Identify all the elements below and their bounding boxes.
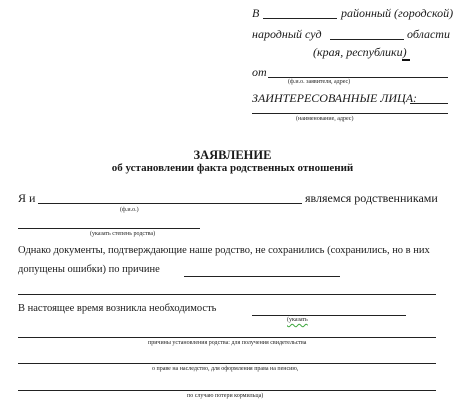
purpose-blank-1[interactable]: [18, 337, 436, 338]
court-people-label: народный суд: [252, 27, 322, 41]
para2-line2: допущены ошибки) по причине: [18, 264, 160, 275]
reason-caption-2: о праве на наследство, для оформления права на пенсию,: [152, 366, 299, 372]
region-note-underline: [402, 59, 410, 61]
interested-blank-2[interactable]: [252, 113, 448, 114]
degree-caption: (указать степень родства): [90, 231, 156, 237]
para3: В настоящее время возникла необходимость: [18, 303, 217, 314]
court-type-label: районный (городской): [341, 6, 454, 20]
applicant-caption: (ф.и.о. заявителя, адрес): [288, 79, 351, 85]
region-note: (края, республики): [313, 45, 407, 59]
line1-start: Я и: [18, 191, 36, 205]
interested-blank-1[interactable]: [410, 103, 448, 104]
to-prefix: В: [252, 6, 260, 20]
document-subtitle: об установлении факта родственных отношений: [111, 162, 354, 174]
reason-blank-2[interactable]: [18, 294, 436, 295]
fio-caption: (ф.и.о.): [120, 207, 139, 213]
purpose-blank-3[interactable]: [18, 390, 436, 391]
from-prefix: от: [252, 65, 267, 79]
relative-name-blank[interactable]: [38, 203, 302, 204]
interested-caption: (наименование, адрес): [296, 116, 354, 122]
court-line: [252, 6, 259, 21]
necessity-blank[interactable]: [252, 315, 406, 316]
applicant-blank[interactable]: [268, 77, 448, 78]
document-title: ЗАЯВЛЕНИЕ: [193, 148, 272, 162]
indicate-caption: (указать: [287, 317, 308, 323]
purpose-blank-2[interactable]: [18, 363, 436, 364]
indicate-caption-wrap: [287, 317, 308, 323]
interested-label: ЗАИНТЕРЕСОВАННЫЕ ЛИЦА:: [252, 91, 418, 105]
relationship-degree-blank[interactable]: [18, 228, 200, 229]
reason-caption-1: причины установления родства: для получения свидетельства: [148, 340, 307, 346]
line1-end: являемся родственниками: [305, 191, 438, 205]
region-blank[interactable]: [330, 39, 404, 40]
region-suffix: области: [407, 27, 450, 41]
reason-blank[interactable]: [184, 276, 340, 277]
court-name-blank[interactable]: [263, 18, 337, 19]
para2-line1: Однако документы, подтверждающие наше родство, не сохранились (сохранились, но в них: [18, 245, 430, 256]
reason-caption-3: по случаю потери кормильца): [187, 393, 264, 399]
